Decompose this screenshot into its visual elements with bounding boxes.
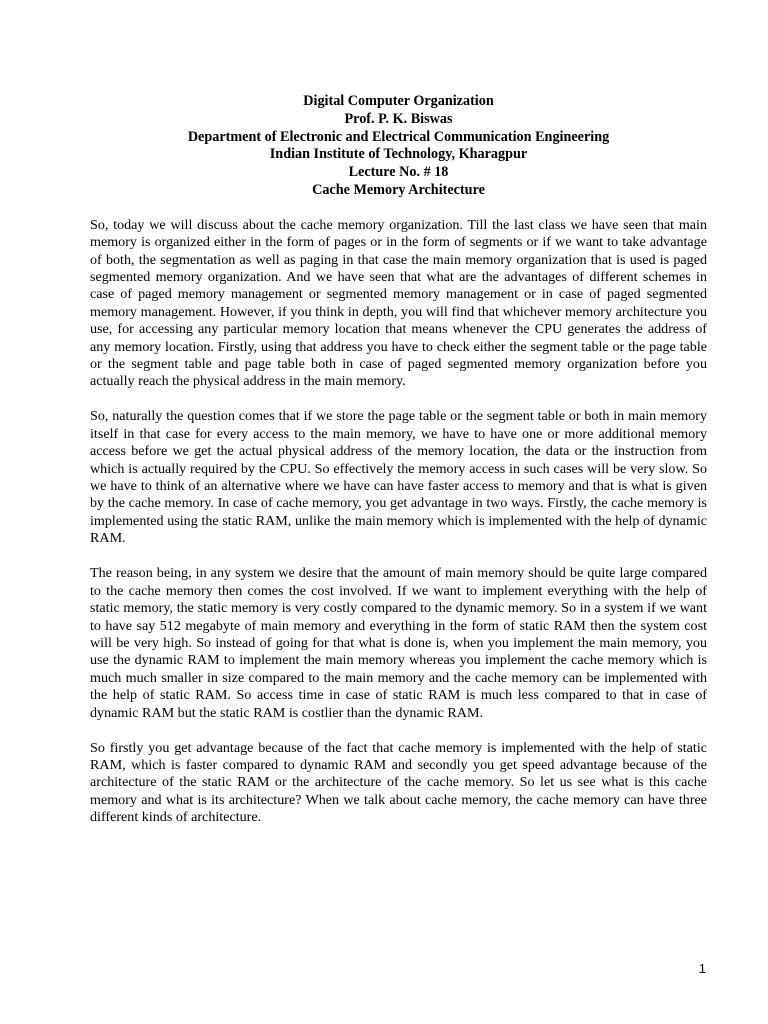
document-page — [90, 93, 707, 844]
paragraph-3: The reason being, in any system we desire that the amount of main memory should be quite large compared to the cache memory then comes the cost involved. If we want to implement everything with the help of static memory, the static memory is very costly compared to the dynamic memory. So in a system if we want to have say 512 megabyte of main memory and everything in the form of static RAM then the system cost will be very high. So instead of going for that what is done is, when you implement the main memory, you use the dynamic RAM to implement the main memory whereas you implement the cache memory which is much much smaller in size compared to the main memory and the cache memory can be implemented with the help of static RAM. So access time in case of static RAM is much less compared to that in case of dynamic RAM but the static RAM is costlier than the dynamic RAM. — [90, 565, 707, 721]
body-text — [90, 217, 707, 827]
document-header — [90, 93, 707, 200]
professor-name: Prof. P. K. Biswas — [344, 110, 453, 127]
department-name: Department of Electronic and Electrical Communication Engineering — [187, 128, 610, 145]
paragraph-1: So, today we will discuss about the cache memory organization. Till the last class we have seen that main memory is organized either in the form of pages or in the form of segments or if we want to take advantage of both, the segmentation as well as paging in that case the main memory organization that is used is paged segmented memory organization. And we have seen that what are the advantages of different schemes in case of paged memory management or segmented memory management or in case of paged segmented memory management. However, if you think in depth, you will find that whichever memory architecture you use, for accessing any particular memory location that means whenever the CPU generates the address of any memory location. Firstly, using that address you have to check either the segment table or the page table or the segment table and page table both in case of paged segmented memory organization before you actually reach the physical address in the main memory. — [90, 216, 707, 390]
paragraph-2: So, naturally the question comes that if we store the page table or the segment table or both in main memory itself in that case for every access to the main memory, we have to have one or more additional memory access before we get the actual physical address of the memory location, the data or the instruction from which is actually required by the CPU. So effectively the memory access in such cases will be very slow. So we have to think of an alternative where we have can have faster access to memory and that is what is given by the cache memory. In case of cache memory, you get advantage in two ways. Firstly, the cache memory is implemented using the static RAM, unlike the main memory which is implemented with the help of dynamic RAM. — [90, 408, 707, 547]
lecture-topic: Cache Memory Architecture — [312, 181, 485, 198]
lecture-number: Lecture No. # 18 — [348, 164, 449, 181]
course-title: Digital Computer Organization — [303, 93, 494, 109]
paragraph-4: So firstly you get advantage because of the fact that cache memory is implemented with the help of static RAM, which is faster compared to dynamic RAM and secondly you get speed advantage because of the architecture of the static RAM or the architecture of the cache memory. So let us see what is this cache memory and what is its architecture? When we talk about cache memory, the cache memory can have three different kinds of architecture. — [90, 739, 707, 826]
page-number: 1 — [698, 961, 706, 976]
institute-name: Indian Institute of Technology, Kharagpur — [269, 146, 528, 163]
